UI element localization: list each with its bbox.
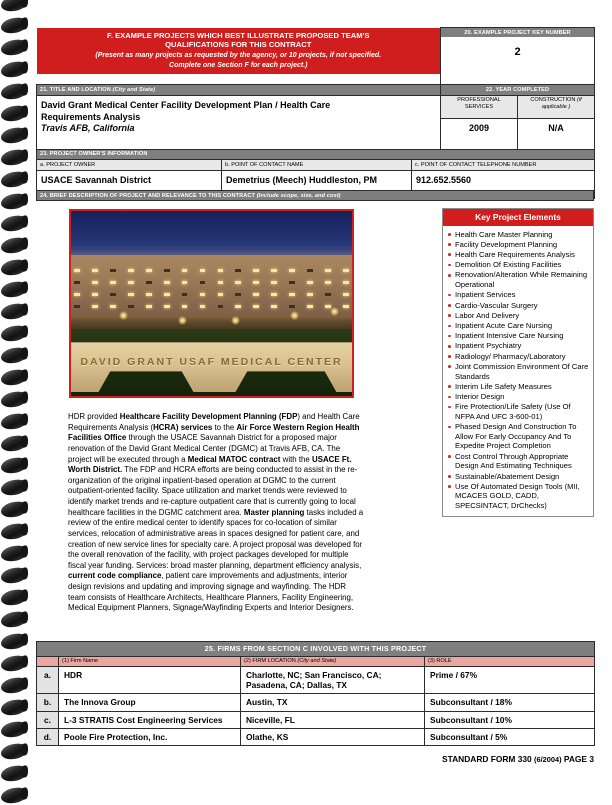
project-owner-value: USACE Savannah District: [37, 170, 222, 198]
firm-name: Poole Fire Protection, Inc.: [59, 728, 241, 745]
spiral-coil: [1, 434, 27, 453]
firm-location-header-text: (2) FIRM LOCATION: [244, 658, 296, 664]
project-title-line2: Requirements Analysis: [41, 111, 141, 122]
key-project-element-item: Renovation/Alteration While Remaining Operational: [446, 270, 589, 289]
spiral-coil: [1, 588, 27, 607]
firm-location: Charlotte, NC; San Francisco, CA; Pasadena, CA; Dallas, TX: [241, 666, 425, 694]
key-project-element-item: Interior Design: [446, 392, 589, 402]
key-project-element-item: Cost Control Through Appropriate Design And Estimating Techniques: [446, 452, 589, 471]
firm-role: Subconsultant / 5%: [425, 728, 595, 745]
description-float-spacer: [364, 412, 596, 594]
spiral-coil: [1, 764, 27, 783]
section-21-header-text: 21. TITLE AND LOCATION: [40, 86, 111, 93]
table-row: [37, 711, 595, 728]
section-22-header: 22. YEAR COMPLETED: [441, 85, 595, 95]
construction-label-italic: (if applicable ): [541, 97, 582, 110]
spiral-coil: [1, 566, 27, 585]
firm-location-header: [241, 656, 425, 666]
section-f-header-block: [36, 27, 594, 199]
footer-page-number: PAGE 3: [563, 754, 594, 764]
poc-name-label: b. POINT OF CONTACT NAME: [222, 160, 412, 170]
firm-name: HDR: [59, 666, 241, 694]
firm-index: a.: [37, 666, 59, 694]
spiral-coil: [1, 544, 27, 563]
section-24-header: [37, 191, 594, 201]
spiral-coil: [1, 280, 27, 299]
key-project-element-item: Fire Protection/Life Safety (Use Of NFPA And UFC 3-600-01): [446, 402, 589, 421]
key-project-element-item: Health Care Master Planning: [446, 230, 589, 240]
key-project-elements-title: Key Project Elements: [443, 209, 593, 226]
spiral-coil: [1, 368, 27, 387]
section-f-banner-cell: [37, 28, 441, 85]
key-project-element-item: Inpatient Services: [446, 290, 589, 300]
project-location: Travis AFB, California: [41, 123, 135, 134]
firm-role-header: (3) ROLE: [425, 656, 595, 666]
project-owner-label: a. PROJECT OWNER: [37, 160, 222, 170]
firms-table: [36, 641, 595, 746]
project-title-line1: David Grant Medical Center Facility Development Plan / Health Care: [41, 99, 331, 110]
spiral-coil: [1, 126, 27, 145]
firm-location: Austin, TX: [241, 694, 425, 711]
footer-form-name: STANDARD FORM 330: [442, 754, 532, 764]
spiral-coil: [1, 302, 27, 321]
construction-value: N/A: [518, 119, 595, 149]
spiral-coil: [1, 478, 27, 497]
section-25-block: [36, 641, 594, 746]
section-f-title-line2: QUALIFICATIONS FOR THIS CONTRACT: [165, 40, 312, 50]
spiral-coil: [1, 0, 27, 13]
firm-role: Subconsultant / 18%: [425, 694, 595, 711]
key-project-element-item: Radiology/ Pharmacy/Laboratory: [446, 352, 589, 362]
key-project-element-item: Cardio-Vascular Surgery: [446, 301, 589, 311]
spiral-coil: [1, 324, 27, 343]
table-row: [37, 728, 595, 745]
key-project-element-item: Interim Life Safety Measures: [446, 382, 589, 392]
section-f-subtitle-line1: (Present as many projects as requested by the agency, or 10 projects, if not specified.: [95, 51, 382, 59]
spiral-coil: [1, 456, 27, 475]
spiral-coil: [1, 610, 27, 629]
firms-table-body: [37, 666, 595, 745]
spiral-coil: [1, 698, 27, 717]
firm-location-header-italic: (City and State): [297, 658, 337, 664]
firm-name: L-3 STRATIS Cost Engineering Services: [59, 711, 241, 728]
firm-name: The Innova Group: [59, 694, 241, 711]
spiral-binding: [0, 0, 30, 792]
construction-label-text: CONSTRUCTION: [530, 97, 576, 104]
key-number-header: 20. EXAMPLE PROJECT KEY NUMBER: [441, 28, 594, 37]
table-row: [37, 694, 595, 711]
section-24-table: [36, 190, 594, 201]
document-page: [31, 0, 599, 792]
section-21-header: [37, 85, 441, 95]
key-project-element-item: Facility Development Planning: [446, 240, 589, 250]
page-footer: [36, 754, 598, 764]
firm-index: b.: [37, 694, 59, 711]
firm-location: Olathe, KS: [241, 728, 425, 745]
firms-table-title: 25. FIRMS FROM SECTION C INVOLVED WITH THIS PROJECT: [37, 642, 594, 656]
poc-phone-label: c. POINT OF CONTACT TELEPHONE NUMBER: [412, 160, 595, 170]
firm-name-header: (1) Firm Name: [59, 656, 241, 666]
spiral-coil: [1, 390, 27, 409]
spiral-coil: [1, 214, 27, 233]
spiral-coil: [1, 170, 27, 189]
section-f-subtitle-line2: Complete one Section F for each project.): [169, 62, 308, 70]
poc-phone-value: 912.652.5560: [412, 170, 595, 198]
spiral-coil: [1, 412, 27, 431]
spiral-coil: [1, 192, 27, 211]
firms-table-header-row: [37, 656, 595, 666]
spiral-coil: [1, 60, 27, 79]
spiral-coil: [1, 38, 27, 57]
construction-label: [518, 95, 595, 119]
spiral-coil: [1, 522, 27, 541]
photo-road: [71, 315, 352, 330]
section-f-banner: [37, 28, 441, 75]
spiral-coil: [1, 654, 27, 673]
footer-revision: (6/2004): [534, 755, 562, 764]
project-description: [68, 412, 596, 614]
key-project-element-item: Demolition Of Existing Facilities: [446, 260, 589, 270]
professional-services-value: 2009: [441, 119, 518, 149]
key-project-element-item: Use Of Automated Design Tools (MII, MCACES GOLD, CADD, SPECSINTACT, DrChecks): [446, 482, 589, 511]
section-23-header: 23. PROJECT OWNER'S INFORMATION: [37, 149, 595, 159]
spiral-coil: [1, 742, 27, 761]
firm-location: Niceville, FL: [241, 711, 425, 728]
key-project-element-item: Sustainable/Abatement Design: [446, 472, 589, 482]
key-project-element-item: Inpatient Psychiatry: [446, 341, 589, 351]
firms-index-header: [37, 656, 59, 666]
firm-index: d.: [37, 728, 59, 745]
spiral-coil: [1, 632, 27, 651]
key-project-element-item: Phased Design And Construction To Allow For Early Occupancy And To Expedite Project Completion: [446, 422, 589, 451]
spiral-coil: [1, 786, 27, 805]
section-24-header-italic: (Include scope, size, and cost): [256, 192, 341, 199]
key-project-element-item: Health Care Requirements Analysis: [446, 250, 589, 260]
key-project-element-item: Joint Commission Environment Of Care Standards: [446, 362, 589, 381]
spiral-coil: [1, 236, 27, 255]
spiral-coil: [1, 82, 27, 101]
spiral-coil: [1, 148, 27, 167]
spiral-coil: [1, 346, 27, 365]
professional-services-label: PROFESSIONAL SERVICES: [441, 95, 518, 119]
firm-role: Prime / 67%: [425, 666, 595, 694]
spiral-coil: [1, 258, 27, 277]
spiral-coil: [1, 500, 27, 519]
section-21-header-italic: (City and State): [112, 86, 156, 93]
section-21-value: [37, 95, 441, 149]
firm-role: Subconsultant / 10%: [425, 711, 595, 728]
table-row: [37, 666, 595, 694]
key-project-element-item: Labor And Delivery: [446, 311, 589, 321]
key-number-value: 2: [514, 46, 521, 59]
description-text: HDR provided Healthcare Facility Development Planning (FDP) and Health Care Requirements Analysis (HCRA) services to the Air Force Western Region Health Facilities Office through the USACE Savannah District for a proposed major renovation of the David Grant Medical Center (DGMC) at Travis AFB, CA. The project will be executed through a Medical MATOC contract with the USACE Ft. Worth District. The FDP and HCRA efforts are being conducted to assist in the re-organization of the original inpatient-based operation at DGMC to the current outpatient-oriented facility. Space utilization and market trends were reviewed to identify market trends and re-capture outpatient care that is currently going to local healthcare facilities in the DGMC catchment area. Master planning tasks included a review of the entire medical center to identify spaces for co-location of similar services, relocation of administrative areas in spaces designed for patient care, and creation of new service lines for specialty care. A project proposal was developed for the overall renovation of the facility, with project packages developed for multiple fiscal year funding. Services: broad master planning, department efficiency analysis, current code compliance, patient care improvements and adjustments, interior design revisions and updating and improving signage and wayfinding. The HDR team consists of Healthcare Architects, Healthcare Planners, Facility Engineering, Medical Equipment Planners, Signage/Wayfinding Experts and Interior Designers.: [68, 412, 364, 613]
project-photo: [69, 209, 354, 398]
photo-sign-text: DAVID GRANT USAF MEDICAL CENTER: [80, 356, 343, 369]
key-number-cell: [441, 28, 595, 85]
photo-building: [69, 255, 354, 316]
spiral-coil: [1, 720, 27, 739]
firm-index: c.: [37, 711, 59, 728]
section-f-title-line1: F. EXAMPLE PROJECTS WHICH BEST ILLUSTRATE PROPOSED TEAM'S: [107, 30, 370, 40]
section-24-header-text: 24. BRIEF DESCRIPTION OF PROJECT AND RELEVANCE TO THIS CONTRACT: [40, 192, 256, 199]
section-24-block: [36, 190, 594, 201]
key-project-element-item: Inpatient Intensive Care Nursing: [446, 331, 589, 341]
key-project-element-item: Inpatient Acute Care Nursing: [446, 321, 589, 331]
spiral-coil: [1, 16, 27, 35]
firms-table-title-cell: [37, 642, 595, 657]
header-table: [36, 27, 595, 150]
poc-name-value: Demetrius (Meech) Huddleston, PM: [222, 170, 412, 198]
spiral-coil: [1, 104, 27, 123]
spiral-coil: [1, 676, 27, 695]
